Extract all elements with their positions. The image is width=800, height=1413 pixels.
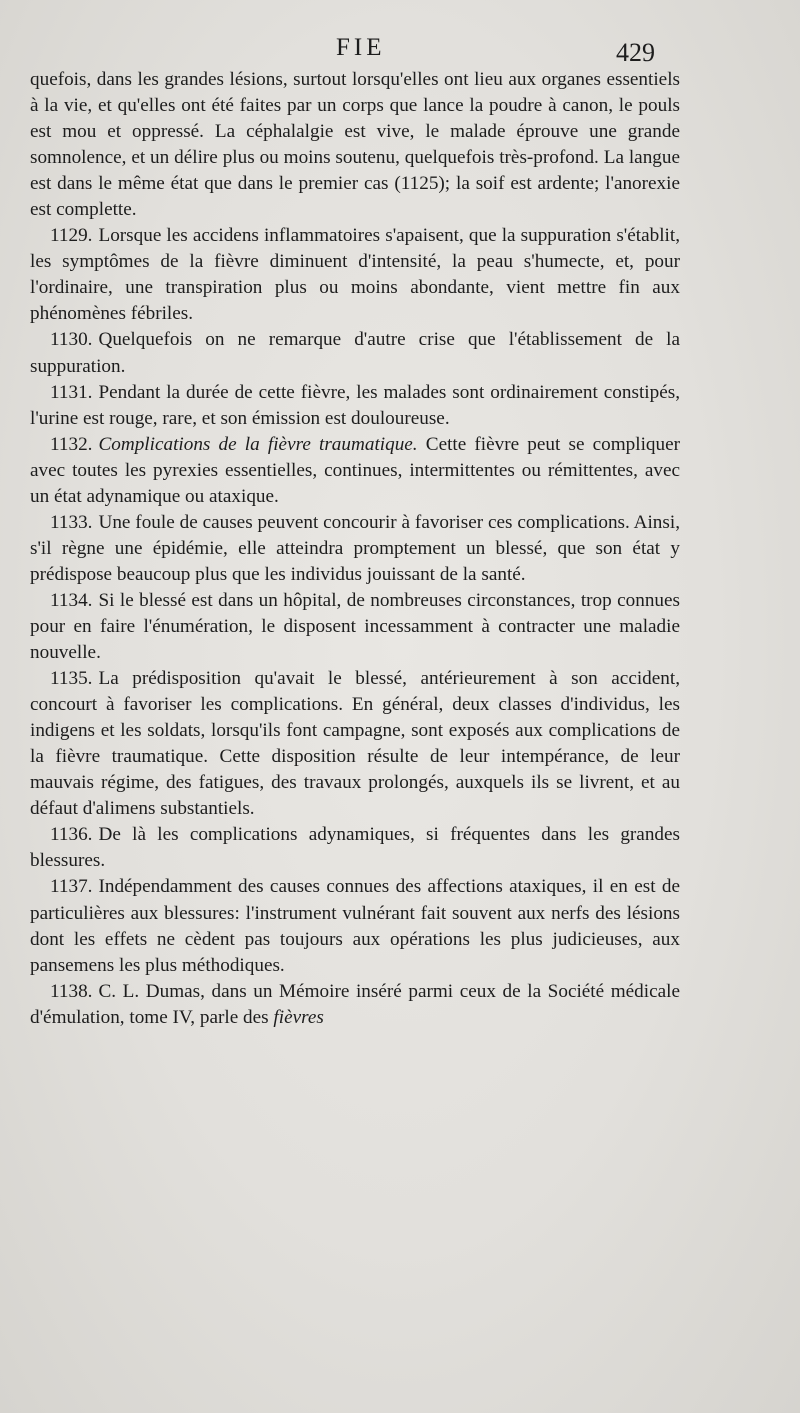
paragraph-text: De là les complications adynamiques, si fréquentes dans les grandes blessures.	[30, 824, 680, 872]
running-head-title: FIE	[336, 34, 386, 61]
paragraph-1130	[30, 327, 680, 379]
paragraph-1134	[30, 588, 680, 666]
page-number: 429	[616, 38, 655, 67]
text-body	[30, 67, 680, 1031]
italic-word: fièvres	[273, 1006, 324, 1028]
paragraph-number: 1129.	[50, 225, 93, 247]
paragraph-number: 1132.	[50, 433, 93, 455]
paragraph-continued	[30, 67, 680, 223]
paragraph-text: quefois, dans les grandes lésions, surtout lorsqu'elles ont lieu aux organes essentiels à la vie, et qu'elles ont été faites par un corps que lance la poudre à canon, le pouls est mou et oppressé. La céphalalgie est vive, le malade éprouve une grande somnolence, et un délire plus ou moins soutenu, quelquefois très-profond. La langue est dans le même état que dans le premier cas (1125); la soif est ardente; l'anorexie est complette.	[30, 69, 680, 221]
paragraph-text: Indépendamment des causes connues des affections ataxiques, il en est de particulières aux blessures: l'instrument vulnérant fait souvent aux nerfs des lésions dont les effets ne cèdent pas toujours aux opérations les plus judicieuses, aux pansemens les plus méthodiques.	[30, 876, 680, 976]
paragraph-text: La prédisposition qu'avait le blessé, antérieurement à son accident, concourt à favoriser les complications. En général, deux classes d'individus, les indigens et les soldats, lorsqu'ils font campagne, sont exposés aux complications de la fièvre traumatique. Cette disposition résulte de leur intempérance, de leur mauvais régime, des fatigues, des travaux prolongés, auxquels ils se livrent, et au défaut d'alimens substantiels.	[30, 668, 680, 820]
paragraph-number: 1130.	[50, 329, 93, 351]
running-head	[0, 34, 800, 68]
paragraph-number: 1134.	[50, 589, 93, 611]
paragraph-text: Cette fièvre peut se compliquer avec toutes les pyrexies essentielles, continues, intermittentes ou rémittentes, avec un état adynamique ou ataxique.	[30, 433, 681, 507]
paragraph-number: 1136.	[50, 824, 93, 846]
paragraph-1138	[30, 979, 680, 1031]
paragraph-text: Si le blessé est dans un hôpital, de nombreuses circonstances, trop connues pour en faire l'énumération, le disposent incessamment à contracter une maladie nouvelle.	[30, 589, 680, 664]
paragraph-1136	[30, 822, 680, 874]
paragraph-text: Lorsque les accidens inflammatoires s'apaisent, que la suppuration s'établit, les symptômes de la fièvre diminuent d'intensité, la peau s'humecte, et, pour l'ordinaire, une transpiration plus ou moins abondante, vient mettre fin aux phénomènes fébriles.	[30, 225, 680, 325]
paragraph-1129	[30, 223, 680, 327]
paragraph-text: C. L. Dumas, dans un Mémoire inséré parmi ceux de la Société médicale d'émulation, tome IV, parle des	[30, 980, 680, 1028]
paragraph-number: 1131.	[50, 381, 93, 403]
paragraph-1133	[30, 510, 680, 588]
paragraph-number: 1137.	[50, 876, 93, 898]
paragraph-text: Une foule de causes peuvent concourir à favoriser ces complications. Ainsi, s'il règne une épidémie, elle atteindra promptement un blessé, que son état y prédispose beaucoup plus que les individus jouissant de la santé.	[30, 511, 680, 585]
paragraph-number: 1138.	[50, 980, 93, 1002]
paragraph-1132	[30, 432, 680, 510]
paragraph-number: 1135.	[50, 668, 93, 690]
paragraph-number: 1133.	[50, 511, 93, 533]
section-heading: Complications de la fièvre traumatique.	[98, 433, 418, 455]
paragraph-1131	[30, 380, 680, 432]
paragraph-1137	[30, 874, 680, 978]
paragraph-1135	[30, 666, 680, 822]
paragraph-text: Quelquefois on ne remarque d'autre crise que l'établissement de la suppuration.	[30, 329, 680, 377]
paragraph-text: Pendant la durée de cette fièvre, les malades sont ordinairement constipés, l'urine est rouge, rare, et son émission est douloureuse.	[30, 381, 680, 429]
